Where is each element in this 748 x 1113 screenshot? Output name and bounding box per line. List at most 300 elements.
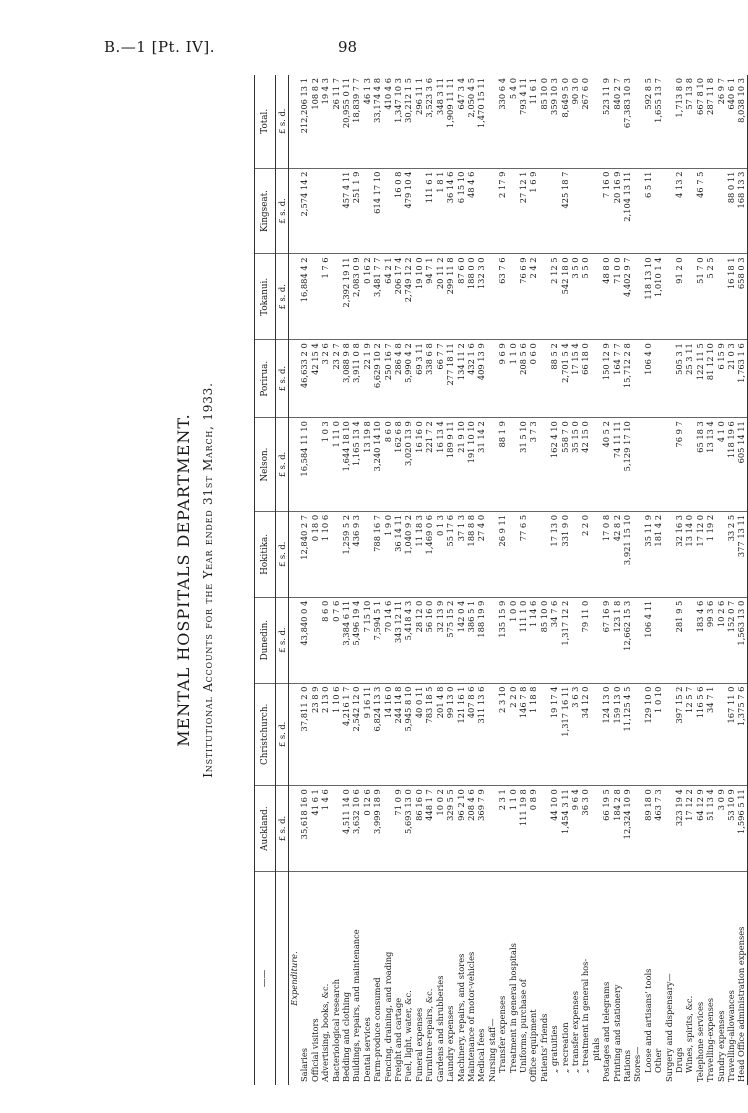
amount-cell: 2 4 2 <box>528 254 538 340</box>
amount-cell: 53 10 9 <box>726 786 736 872</box>
amount-cell: 1 18 8 <box>528 683 538 786</box>
row-label: Transfer expenses <box>497 995 508 1073</box>
amount-cell: 132 3 0 <box>476 254 486 340</box>
amount-cell: 21 0 3 <box>726 340 736 418</box>
amount-cell: 19 10 0 <box>414 254 424 340</box>
amount-cell: 783 18 5 <box>424 683 434 786</box>
amount-cell: 1,644 18 10 <box>341 418 351 512</box>
units-cell: £ s. d. <box>276 418 289 512</box>
amount-cell: 1,763 1 6 <box>736 340 747 418</box>
column-header: Hokitika. <box>255 511 276 597</box>
amount-cell <box>310 168 320 254</box>
row-label: Advertising, books, &c. <box>320 983 331 1082</box>
amount-cell: 81 12 10 <box>705 340 715 418</box>
amount-cell: 85 10 0 <box>539 75 549 168</box>
amount-cell: 1,375 7 6 <box>736 683 747 786</box>
amount-cell: 5,945 8 10 <box>403 683 413 786</box>
amount-cell: 208 4 6 <box>466 786 476 872</box>
amount-cell <box>664 168 674 254</box>
amount-cell: 2 13 0 <box>320 683 330 786</box>
amount-cell: 1,165 13 4 <box>351 418 361 512</box>
row-label: Sundry expenses <box>715 1010 726 1082</box>
amount-cell: 479 10 4 <box>403 168 413 254</box>
amount-cell: 212,206 13 1 <box>299 75 309 168</box>
amount-cell: 386 5 1 <box>466 597 476 683</box>
column-header: Auckland. <box>255 786 276 872</box>
amount-cell: 34 7 6 <box>549 597 559 683</box>
amount-cell: 614 17 10 <box>372 168 382 254</box>
amount-cell: 4 1 0 <box>716 418 726 512</box>
table-row <box>424 75 434 1085</box>
table-row <box>716 75 726 1085</box>
amount-cell <box>664 418 674 512</box>
units-cell: £ s. d. <box>276 168 289 254</box>
amount-cell: 25 3 11 <box>684 340 694 418</box>
table-row <box>726 75 736 1085</box>
amount-cell <box>653 168 663 254</box>
amount-cell: 43,840 0 4 <box>299 597 309 683</box>
amount-cell: 20 16 9 <box>612 168 622 254</box>
amount-cell: 1 0 3 <box>320 418 330 512</box>
amount-cell: 22 1 9 <box>362 340 372 418</box>
amount-cell: 4,511 14 0 <box>341 786 351 872</box>
amount-cell: 13 14 0 <box>684 511 694 597</box>
amount-cell: 21 9 10 <box>456 418 466 512</box>
row-label: Medical fees <box>476 1028 487 1082</box>
amount-cell: 2 3 10 <box>497 683 507 786</box>
amount-cell: 575 15 2 <box>445 597 455 683</box>
table-row <box>653 75 663 1085</box>
amount-cell: 27 4 0 <box>476 511 486 597</box>
amount-cell: 296 11 1 <box>414 75 424 168</box>
amount-cell: 48 8 0 <box>601 254 611 340</box>
amount-cell: 3 5 0 <box>570 254 580 340</box>
amount-cell: 188 8 8 <box>466 511 476 597</box>
amount-cell: 129 10 0 <box>643 683 653 786</box>
amount-cell: 3,523 3 6 <box>424 75 434 168</box>
row-label: Official visitors <box>309 1018 320 1082</box>
amount-cell: 20,955 0 11 <box>341 75 351 168</box>
amount-cell: 12,324 10 9 <box>622 786 632 872</box>
amount-cell: 286 4 8 <box>393 340 403 418</box>
amount-cell: 189 9 11 <box>445 418 455 512</box>
amount-cell: 359 10 3 <box>549 75 559 168</box>
amount-cell: 1 10 6 <box>320 511 330 597</box>
amount-cell <box>664 254 674 340</box>
amount-cell: 168 13 3 <box>736 168 747 254</box>
amount-cell: 19 17 4 <box>549 683 559 786</box>
amount-cell: 840 2 7 <box>612 75 622 168</box>
amount-cell: 1,469 0 6 <box>424 511 434 597</box>
amount-cell <box>632 168 642 254</box>
corner-header: —— <box>255 872 276 1086</box>
amount-cell: 5,418 4 3 <box>403 597 413 683</box>
amount-cell: 1 19 2 <box>705 511 715 597</box>
amount-cell: 16,884 4 2 <box>299 254 309 340</box>
row-label: Office equipment <box>528 1009 539 1082</box>
amount-cell: 523 11 9 <box>601 75 611 168</box>
table-row <box>664 75 674 1085</box>
amount-cell: 2 3 1 <box>497 786 507 872</box>
amount-cell: 88 5 2 <box>549 340 559 418</box>
column-header: Total. <box>255 75 276 168</box>
amount-cell: 331 9 0 <box>560 511 570 597</box>
amount-cell: 1,713 8 0 <box>674 75 684 168</box>
amount-cell <box>487 418 497 512</box>
amount-cell <box>331 786 341 872</box>
amount-cell: 1,655 13 7 <box>653 75 663 168</box>
amount-cell <box>331 168 341 254</box>
amount-cell: 6 5 11 <box>643 168 653 254</box>
table-row <box>695 75 705 1085</box>
row-label: Bacteriological research <box>330 979 341 1082</box>
amount-cell <box>508 168 518 254</box>
amount-cell <box>716 683 726 786</box>
amount-cell <box>476 168 486 254</box>
amount-cell <box>653 340 663 418</box>
row-label: Telephone services <box>694 1001 705 1082</box>
amount-cell: 6,629 10 2 <box>372 340 382 418</box>
empty-cell <box>289 254 300 340</box>
amount-cell: 14 16 0 <box>383 683 393 786</box>
column-header: Kingseat. <box>255 168 276 254</box>
amount-cell: 74 11 11 <box>612 418 622 512</box>
amount-cell: 124 13 0 <box>601 683 611 786</box>
amount-cell: 1,317 12 2 <box>560 597 570 683</box>
table-row <box>612 75 622 1085</box>
row-label: Gardens and shrubberies <box>434 975 445 1082</box>
amount-cell: 1 1 0 <box>508 786 518 872</box>
amount-cell <box>705 168 715 254</box>
amount-cell: 5 5 0 <box>580 254 590 340</box>
amount-cell: 1,040 9 2 <box>403 511 413 597</box>
amount-cell: 65 18 3 <box>695 418 705 512</box>
amount-cell: 1 1 0 <box>508 340 518 418</box>
amount-cell: 5,129 17 10 <box>622 418 632 512</box>
amount-cell: 42 15 4 <box>310 340 320 418</box>
amount-cell: 605 14 11 <box>736 418 747 512</box>
empty-cell <box>289 168 300 254</box>
amount-cell: 188 19 9 <box>476 597 486 683</box>
amount-cell: 463 7 3 <box>653 786 663 872</box>
amount-cell: 27 12 1 <box>518 168 528 254</box>
amount-cell: 91 2 0 <box>674 254 684 340</box>
amount-cell: 267 6 0 <box>580 75 590 168</box>
amount-cell: 221 7 2 <box>424 418 434 512</box>
amount-cell: 123 1 8 <box>612 597 622 683</box>
amount-cell <box>362 511 372 597</box>
amount-cell: 17 15 4 <box>570 340 580 418</box>
amount-cell: 9 6 4 <box>570 786 580 872</box>
amount-cell: 66 19 5 <box>601 786 611 872</box>
amount-cell: 116 5 6 <box>695 683 705 786</box>
table-row <box>508 75 518 1085</box>
amount-cell: 56 16 0 <box>424 597 434 683</box>
amount-cell: 108 8 2 <box>310 75 320 168</box>
amount-cell: 0 1 3 <box>435 511 445 597</box>
amount-cell: 8 6 0 <box>383 418 393 512</box>
amount-cell: 8,649 5 0 <box>560 75 570 168</box>
column-header: Dunedin. <box>255 597 276 683</box>
amount-cell: 287 11 8 <box>705 75 715 168</box>
amount-cell: 8,038 10 3 <box>736 75 747 168</box>
row-label: Maintenance of motor-vehicles <box>465 951 476 1082</box>
amount-cell <box>487 75 497 168</box>
amount-cell: 369 7 9 <box>476 786 486 872</box>
amount-cell: 2,542 12 0 <box>351 683 361 786</box>
amount-cell <box>331 254 341 340</box>
amount-cell: 33 2 5 <box>726 511 736 597</box>
amount-cell: 17 12 0 <box>695 511 705 597</box>
amount-cell: 23 8 9 <box>310 683 320 786</box>
amount-cell: 251 1 9 <box>351 168 361 254</box>
amount-cell: 42 8 2 <box>612 511 622 597</box>
row-label: Travelling-expenses <box>705 997 716 1082</box>
table-row <box>601 75 611 1085</box>
row-label: Printing and stationery <box>611 984 622 1082</box>
rotated-content <box>168 75 747 1085</box>
amount-cell: 647 3 4 <box>456 75 466 168</box>
amount-cell: 16 18 1 <box>726 254 736 340</box>
amount-cell: 3,088 9 8 <box>341 340 351 418</box>
amount-cell: 35 15 0 <box>570 418 580 512</box>
amount-cell: 89 18 0 <box>643 786 653 872</box>
table-row <box>632 75 642 1085</box>
amount-cell: 167 11 0 <box>726 683 736 786</box>
amount-cell <box>508 511 518 597</box>
amount-cell: 188 0 0 <box>466 254 476 340</box>
amount-cell: 3 7 3 <box>528 418 538 512</box>
amount-cell: 90 3 0 <box>570 75 580 168</box>
amount-cell: 9 16 11 <box>362 683 372 786</box>
table-row <box>445 75 455 1085</box>
units-cell: £ s. d. <box>276 786 289 872</box>
amount-cell: 106 4 0 <box>643 340 653 418</box>
row-label: Head Office administration expenses <box>736 872 747 1086</box>
amount-cell: 1 8 1 <box>435 168 445 254</box>
amount-cell: 118 13 10 <box>643 254 653 340</box>
amount-cell <box>684 168 694 254</box>
table-row <box>591 75 601 1085</box>
table-row <box>580 75 590 1085</box>
amount-cell: 64 2 1 <box>383 254 393 340</box>
amount-cell: 558 7 0 <box>560 418 570 512</box>
amount-cell: 323 19 4 <box>674 786 684 872</box>
amount-cell <box>591 786 601 872</box>
table-row <box>456 75 466 1085</box>
amount-cell <box>591 254 601 340</box>
amount-cell: 5 4 0 <box>508 75 518 168</box>
empty-cell <box>289 418 300 512</box>
amount-cell: 11 6 1 <box>528 75 538 168</box>
row-label: „ gratuities <box>549 1025 560 1073</box>
amount-cell: 5,693 13 0 <box>403 786 413 872</box>
table-row <box>372 75 382 1085</box>
amount-cell: 542 18 0 <box>560 254 570 340</box>
amount-cell: 19 4 3 <box>320 75 330 168</box>
row-label: Funeral expenses <box>413 1007 424 1082</box>
amount-cell: 87 6 0 <box>456 254 466 340</box>
amount-cell <box>664 597 674 683</box>
amount-cell: 16 16 0 <box>414 418 424 512</box>
amount-cell: 99 3 6 <box>705 597 715 683</box>
amount-cell: 343 12 11 <box>393 597 403 683</box>
amount-cell: 86 16 0 <box>414 786 424 872</box>
amount-cell: 1,347 10 3 <box>393 75 403 168</box>
amount-cell <box>570 597 580 683</box>
table-row <box>331 75 341 1085</box>
amount-cell: 206 17 4 <box>393 254 403 340</box>
amount-cell <box>684 254 694 340</box>
amount-cell: 1,010 1 4 <box>653 254 663 340</box>
table-row <box>362 75 372 1085</box>
amount-cell: 11 18 3 <box>414 511 424 597</box>
amount-cell: 152 0 7 <box>726 597 736 683</box>
amount-cell <box>487 786 497 872</box>
amount-cell: 1 14 6 <box>528 597 538 683</box>
amount-cell: 16 13 4 <box>435 418 445 512</box>
amount-cell: 201 4 8 <box>435 683 445 786</box>
amount-cell: 13 13 4 <box>705 418 715 512</box>
row-label: Freight and cartage <box>393 997 404 1082</box>
amount-cell: 3 6 3 <box>570 683 580 786</box>
amount-cell: 3,921 15 10 <box>622 511 632 597</box>
column-header: Christchurch. <box>255 683 276 786</box>
amount-cell: 410 4 6 <box>383 75 393 168</box>
table-row <box>736 75 747 1085</box>
amount-cell: 5,990 4 2 <box>403 340 413 418</box>
table-row <box>466 75 476 1085</box>
amount-cell <box>664 75 674 168</box>
row-label: Drugs <box>674 1047 685 1073</box>
amount-cell: 76 6 9 <box>518 254 528 340</box>
amount-cell: 10 0 2 <box>435 786 445 872</box>
table-row <box>684 75 694 1085</box>
amount-cell: 64 12 9 <box>695 786 705 872</box>
amount-cell: 57 13 8 <box>684 75 694 168</box>
amount-cell: 2,083 0 9 <box>351 254 361 340</box>
amount-cell: 1,454 3 11 <box>560 786 570 872</box>
amount-cell: 146 7 8 <box>518 683 528 786</box>
amount-cell: 6,824 13 3 <box>372 683 382 786</box>
amount-cell: 6 15 10 <box>456 168 466 254</box>
amount-cell: 208 5 6 <box>518 340 528 418</box>
amount-cell: 79 11 0 <box>580 597 590 683</box>
amount-cell <box>362 168 372 254</box>
units-cell: £ s. d. <box>276 683 289 786</box>
amount-cell: 66 7 7 <box>435 340 445 418</box>
amount-cell: 8 6 0 <box>320 597 330 683</box>
amount-cell: 397 15 2 <box>674 683 684 786</box>
amount-cell: 793 4 11 <box>518 75 528 168</box>
amount-cell: 250 16 7 <box>383 340 393 418</box>
row-label: Salaries <box>299 1047 310 1082</box>
amount-cell: 13 19 8 <box>362 418 372 512</box>
amount-cell <box>487 340 497 418</box>
amount-cell: 40 5 2 <box>601 418 611 512</box>
amount-cell: 30,212 1 5 <box>403 75 413 168</box>
amount-cell: 0 12 6 <box>362 786 372 872</box>
empty-cell <box>289 786 300 872</box>
table-row <box>310 75 320 1085</box>
column-header: Tokanui. <box>255 254 276 340</box>
amount-cell: 69 3 11 <box>414 340 424 418</box>
amount-cell: 10 2 6 <box>716 597 726 683</box>
amount-cell: 99 13 0 <box>445 683 455 786</box>
amount-cell: 7 15 10 <box>362 597 372 683</box>
row-label: Fencing, draining, and roading <box>382 951 393 1082</box>
amount-cell: 432 1 6 <box>466 340 476 418</box>
row-label: Buildings, repairs, and maintenance <box>351 929 362 1082</box>
amount-cell: 658 0 3 <box>736 254 747 340</box>
amount-cell: 3,911 0 8 <box>351 340 361 418</box>
amount-cell: 3,020 13 9 <box>403 418 413 512</box>
empty-cell <box>289 75 300 168</box>
amount-cell <box>539 168 549 254</box>
amount-cell: 162 4 10 <box>549 418 559 512</box>
amount-cell: 71 0 9 <box>393 786 403 872</box>
amount-cell: 51 7 0 <box>695 254 705 340</box>
amount-cell <box>632 683 642 786</box>
table-row <box>487 75 497 1085</box>
amount-cell: 55 17 6 <box>445 511 455 597</box>
amount-cell <box>539 340 549 418</box>
row-label: „ treatment in general hos- <box>580 958 591 1073</box>
amount-cell: 4,216 1 7 <box>341 683 351 786</box>
table-row <box>351 75 361 1085</box>
amount-cell <box>591 418 601 512</box>
amount-cell <box>632 254 642 340</box>
table-row <box>622 75 632 1085</box>
row-label: Dental services <box>361 1017 372 1082</box>
amount-cell: 37,811 2 0 <box>299 683 309 786</box>
amount-cell: 1,470 15 11 <box>476 75 486 168</box>
row-label: Farm-produce consumed <box>372 977 383 1082</box>
row-label: Fuel, light, water, &c. <box>403 990 414 1082</box>
amount-cell: 28 12 0 <box>414 597 424 683</box>
amount-cell: 88 1 9 <box>497 418 507 512</box>
amount-cell: 505 3 1 <box>674 340 684 418</box>
amount-cell: 134 11 2 <box>456 340 466 418</box>
amount-cell: 31 14 2 <box>476 418 486 512</box>
amount-cell: 67 16 9 <box>601 597 611 683</box>
amount-cell: 311 13 6 <box>476 683 486 786</box>
table-row <box>320 75 330 1085</box>
amount-cell: 18,839 7 7 <box>351 75 361 168</box>
amount-cell <box>664 511 674 597</box>
amount-cell: 71 0 0 <box>612 254 622 340</box>
amount-cell: 111 1 0 <box>518 597 528 683</box>
empty-cell <box>289 597 300 683</box>
amount-cell: 788 16 7 <box>372 511 382 597</box>
amount-cell: 191 10 10 <box>466 418 476 512</box>
amount-cell: 34 7 1 <box>705 683 715 786</box>
amount-cell: 0 6 0 <box>528 340 538 418</box>
amount-cell: 162 6 8 <box>393 418 403 512</box>
amount-cell: 244 14 8 <box>393 683 403 786</box>
column-header-row <box>255 75 276 1085</box>
amount-cell <box>310 597 320 683</box>
amount-cell: 329 5 5 <box>445 786 455 872</box>
table-row <box>705 75 715 1085</box>
amount-cell: 15,712 2 8 <box>622 340 632 418</box>
amount-cell: 0 16 2 <box>362 254 372 340</box>
row-label: Furniture-repairs, &c. <box>424 988 435 1082</box>
amount-cell <box>320 168 330 254</box>
amount-cell <box>383 786 393 872</box>
amount-cell: 183 4 6 <box>695 597 705 683</box>
amount-cell: 48 4 6 <box>466 168 476 254</box>
